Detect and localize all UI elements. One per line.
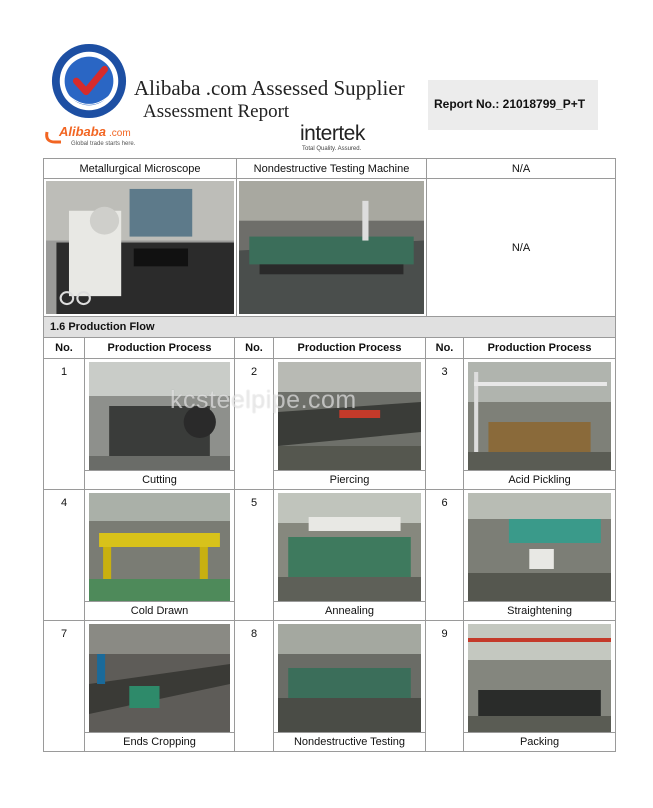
process-cell (464, 490, 616, 621)
ends-cropping-photo (89, 624, 230, 732)
alibaba-logo-icon (43, 122, 173, 148)
equipment-table (43, 158, 616, 317)
equipment-header: N/A (427, 159, 616, 179)
process-cell (274, 359, 426, 490)
annealing-photo (278, 493, 421, 601)
production-flow-table (43, 316, 616, 752)
column-header-process: Production Process (274, 338, 426, 359)
report-subtitle: Assessment Report (143, 101, 290, 122)
svg-text:Global trade starts here.: Global trade starts here. (71, 141, 136, 147)
process-name: Packing (464, 732, 615, 751)
process-name: Ends Cropping (85, 732, 234, 751)
supplier-assessment-seal-icon (50, 42, 128, 120)
process-cell (464, 621, 616, 752)
straightening-photo (468, 493, 611, 601)
process-name: Cold Drawn (85, 601, 234, 620)
equipment-header: Metallurgical Microscope (44, 159, 237, 179)
cutting-photo (89, 362, 230, 470)
nondestructive-testing-photo (278, 624, 421, 732)
svg-text:.com: .com (109, 128, 131, 139)
process-number: 1 (44, 359, 85, 490)
report-number: Report No.: 21018799_P+T (428, 80, 598, 130)
svg-text:Alibaba: Alibaba (59, 124, 106, 139)
watermark-text: kcsteelpipe.com (170, 386, 357, 414)
column-header-no: No. (426, 338, 464, 359)
piercing-photo (278, 362, 421, 470)
column-header-process: Production Process (464, 338, 616, 359)
cold-drawn-photo (89, 493, 230, 601)
nondestructive-machine-photo (237, 179, 427, 317)
process-name: Cutting (85, 470, 234, 489)
intertek-logo-icon (300, 120, 395, 154)
process-cell (274, 621, 426, 752)
report-title: Alibaba .com Assessed Supplier (134, 76, 405, 100)
packing-photo (468, 624, 611, 732)
column-header-no: No. (44, 338, 85, 359)
process-number: 6 (426, 490, 464, 621)
table-row (44, 621, 616, 752)
table-row (44, 490, 616, 621)
process-cell (464, 359, 616, 490)
process-number: 4 (44, 490, 85, 621)
column-header-no: No. (235, 338, 274, 359)
process-cell (85, 359, 235, 490)
process-name: Nondestructive Testing (274, 732, 425, 751)
process-cell (274, 490, 426, 621)
svg-text:Total Quality. Assured.: Total Quality. Assured. (302, 146, 362, 152)
process-name: Acid Pickling (464, 470, 615, 489)
microscope-photo (44, 179, 237, 317)
process-number: 5 (235, 490, 274, 621)
process-number: 9 (426, 621, 464, 752)
process-name: Annealing (274, 601, 425, 620)
svg-text:intertek: intertek (300, 122, 365, 145)
equipment-header: Nondestructive Testing Machine (237, 159, 427, 179)
na-cell: N/A (427, 179, 616, 317)
process-number: 3 (426, 359, 464, 490)
process-cell (85, 621, 235, 752)
column-header-process: Production Process (85, 338, 235, 359)
process-number: 8 (235, 621, 274, 752)
process-cell (85, 490, 235, 621)
acid-pickling-photo (468, 362, 611, 470)
section-title: 1.6 Production Flow (44, 317, 616, 338)
process-name: Straightening (464, 601, 615, 620)
process-number: 2 (235, 359, 274, 490)
process-name: Piercing (274, 470, 425, 489)
process-number: 7 (44, 621, 85, 752)
table-row (44, 359, 616, 490)
